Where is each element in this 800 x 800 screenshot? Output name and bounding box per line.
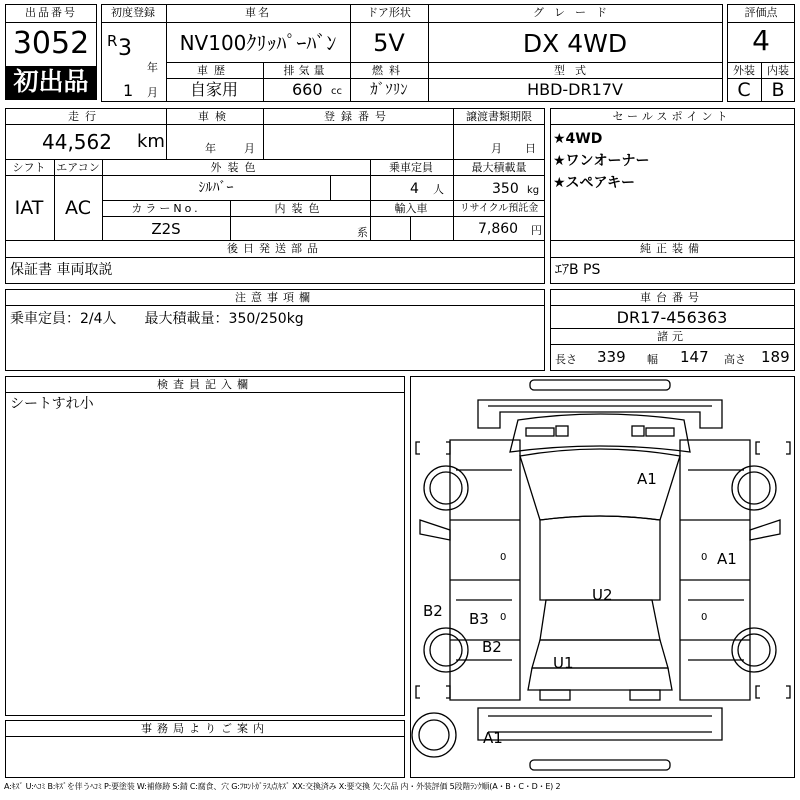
model: HBD-DR17V: [527, 80, 623, 99]
model-label: 型式: [554, 64, 596, 77]
transfer-label: 譲渡書類期限: [466, 110, 532, 123]
shift: IAT: [14, 197, 44, 219]
sales-point-item: ★ワンオーナー: [553, 153, 650, 169]
damage-mark: A1: [637, 470, 657, 488]
divider: [5, 124, 545, 125]
interior-grade: B: [771, 79, 785, 101]
capacity: 4: [410, 181, 419, 197]
divider: [102, 159, 103, 240]
mileage: 44,562: [42, 130, 112, 154]
ext-color: ｼﾙﾊﾞｰ: [198, 180, 234, 196]
damage-mark: B2: [482, 638, 502, 656]
displacement: 660: [292, 80, 323, 99]
divider: [550, 124, 795, 125]
sales-point-item: ★スペアキー: [553, 175, 635, 191]
reg-no-label: 登録番号: [324, 110, 392, 123]
divider: [727, 22, 795, 23]
transfer-month-unit: 月: [491, 142, 502, 155]
divider: [5, 392, 405, 393]
divider: [230, 200, 231, 240]
damage-mark: B2: [423, 602, 443, 620]
sales-point-item: ★4WD: [553, 131, 603, 147]
car-name: NV100ｸﾘｯﾊﾟｰﾊﾞﾝ: [179, 31, 337, 55]
divider: [102, 200, 545, 201]
equipment: ｴｱB PS: [555, 262, 601, 278]
divider: [428, 62, 429, 102]
divider: [550, 328, 795, 329]
max-load-label: 最大積載量: [471, 161, 527, 174]
damage-mark: B3: [469, 610, 489, 628]
divider: [453, 159, 454, 240]
divider: [166, 78, 723, 79]
length-label: 長さ: [555, 353, 577, 366]
exterior-label: 外装: [733, 64, 755, 77]
month-unit: 月: [147, 86, 158, 99]
divider: [761, 62, 762, 102]
later-parts-label: 後日発送部品: [227, 242, 323, 255]
height: 189: [761, 348, 790, 366]
width: 147: [680, 348, 709, 366]
equipment-label: 純正装備: [640, 242, 704, 255]
inspector-box: [5, 376, 405, 716]
reg-year: 3: [118, 36, 132, 61]
capacity-label: 乗車定員: [389, 161, 433, 174]
fuel-label: 燃料: [372, 64, 406, 77]
damage-mark: U2: [592, 586, 613, 604]
int-color-label: 内装色: [274, 202, 326, 215]
score: 4: [752, 24, 770, 57]
recycle-label: リサイクル預託金: [459, 203, 539, 214]
divider: [370, 159, 371, 240]
notes-label: 注意事項欄: [235, 291, 315, 304]
inspection-label: 車検: [198, 110, 232, 123]
transfer-day-unit: 日: [525, 142, 536, 155]
divider: [5, 175, 545, 176]
damage-mark: A1: [483, 729, 503, 747]
damage-mark: U1: [553, 654, 574, 672]
door-label: ドア形状: [367, 6, 411, 19]
shift-label: シフト: [12, 161, 46, 174]
score-label: 評価点: [744, 6, 778, 19]
grade: DX 4WD: [522, 29, 628, 58]
recycle-unit: 円: [531, 224, 542, 237]
divider: [166, 62, 723, 63]
width-label: 幅: [647, 353, 658, 366]
divider: [550, 344, 795, 345]
door-handle-mark: 0: [701, 612, 708, 623]
divider: [263, 62, 264, 102]
divider: [350, 62, 351, 102]
divider: [428, 4, 429, 62]
divider: [350, 4, 351, 62]
mileage-label: 走行: [68, 110, 102, 123]
mileage-unit: km: [137, 131, 165, 152]
door-handle-mark: 0: [500, 552, 507, 563]
history: 自家用: [189, 80, 239, 99]
displacement-label: 排気量: [283, 64, 329, 77]
spec-label: 諸元: [657, 330, 687, 343]
insp-year-unit: 年: [205, 142, 216, 155]
displacement-unit: cc: [331, 86, 342, 97]
insp-month-unit: 月: [244, 142, 255, 155]
divider: [5, 240, 545, 241]
divider: [5, 305, 545, 306]
sales-points-label: セールスポイント: [612, 110, 732, 123]
interior-label: 内装: [767, 64, 789, 77]
max-load: 350: [492, 181, 519, 197]
fuel: ｶﾞｿﾘﾝ: [370, 80, 408, 98]
divider: [410, 216, 411, 240]
legend: A:ｷｽﾞ U:ﾍｺﾐ B:ｷｽﾞを伴うﾍｺﾐ P:要塗装 W:補修跡 S:錆 C:腐食、穴 G:ﾌﾛﾝﾄｶﾞﾗｽ点ｷｽﾞ XX:交換済み X:要交換 欠:欠品 内・外装評価 5段階ﾗﾝｸ順(A・B・C・D・E) 2: [4, 782, 561, 791]
first-reg-label: 初度登録: [111, 6, 155, 19]
door: 5V: [373, 29, 405, 57]
divider: [5, 257, 545, 258]
car-name-label: 車名: [245, 6, 271, 19]
int-color-unit: 系: [357, 226, 368, 239]
chassis-label: 車台番号: [640, 291, 704, 304]
inspector-comment: シートすれ小: [10, 396, 94, 412]
divider: [263, 108, 264, 159]
length: 339: [597, 348, 626, 366]
inspector-label: 検査員記入欄: [157, 378, 253, 391]
max-load-unit: kg: [527, 185, 540, 196]
divider: [5, 159, 545, 160]
divider: [5, 736, 405, 737]
door-handle-mark: 0: [500, 612, 507, 623]
later-parts: 保証書 車両取説: [10, 262, 113, 278]
reg-month: 1: [123, 81, 134, 100]
era: R: [107, 32, 118, 50]
year-unit: 年: [147, 61, 158, 74]
height-label: 高さ: [724, 353, 746, 366]
divider: [166, 108, 167, 159]
first-listing-text: 初出品: [13, 67, 89, 96]
recycle: 7,860: [478, 221, 519, 237]
divider: [550, 305, 795, 306]
import-label: 輸入車: [394, 202, 428, 215]
office-label: 事務局よりご案内: [141, 722, 269, 735]
car-diagram-box: [410, 376, 795, 778]
divider: [453, 108, 454, 159]
divider: [166, 4, 167, 102]
ac-label: エアコン: [56, 161, 100, 174]
lot-number: 3052: [12, 26, 90, 61]
notes: 乗車定員：2/4人 最大積載量：350/250kg: [10, 311, 304, 327]
divider: [54, 159, 55, 240]
chassis-number: DR17-456363: [616, 308, 728, 327]
history-label: 車歴: [197, 64, 231, 77]
damage-mark: A1: [717, 550, 737, 568]
divider: [5, 22, 97, 23]
ac: AC: [65, 197, 91, 219]
grade-label: グレード: [533, 6, 617, 19]
lot-number-label: 出品番号: [25, 6, 77, 19]
door-handle-mark: 0: [701, 552, 708, 563]
capacity-unit: 人: [433, 183, 444, 196]
exterior-grade: C: [737, 79, 751, 101]
ext-color-label: 外装色: [210, 161, 262, 174]
divider: [102, 216, 545, 217]
divider: [550, 240, 795, 241]
color-no-label: カラーNo.: [131, 202, 201, 215]
color-no: Z2S: [151, 220, 181, 238]
divider: [330, 175, 331, 200]
divider: [101, 22, 723, 23]
divider: [550, 257, 795, 258]
